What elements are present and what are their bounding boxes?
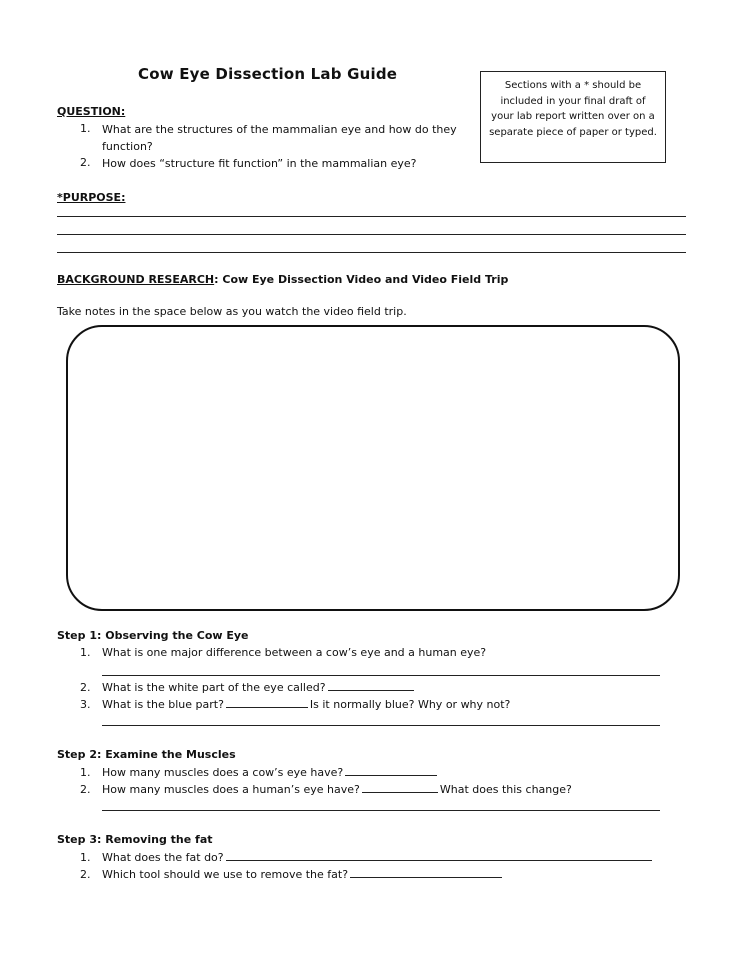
instruction-note-text: Sections with a * should be included in your final draft of your lab report written over on a separate piece of paper or typed. [489, 80, 657, 138]
purpose-answer-line[interactable] [57, 234, 686, 235]
question-number: 1. [80, 851, 91, 864]
question-text: How does “structure fit function” in the mammalian eye? [102, 157, 417, 170]
step1-answer-line-1[interactable] [102, 675, 660, 676]
step2-heading: Step 2: Examine the Muscles [57, 748, 236, 761]
step1-question-1 [80, 645, 486, 660]
step2-question-1 [80, 764, 439, 780]
background-subheading: : Cow Eye Dissection Video and Video Field Trip [214, 273, 509, 286]
notes-box[interactable] [66, 325, 680, 611]
question-number: 2. [80, 156, 91, 169]
question-number: 2. [80, 868, 91, 881]
question-text: What does the fat do? [102, 851, 224, 864]
step1-question-3 [80, 696, 510, 712]
question-text: What are the structures of the mammalian eye and how do they function? [102, 123, 457, 153]
step1-question-2 [80, 679, 416, 695]
question-item [80, 155, 480, 172]
step3-question-1 [80, 849, 654, 865]
question-list [80, 121, 480, 172]
question-text: Which tool should we use to remove the fat? [102, 868, 349, 881]
purpose-answer-line[interactable] [57, 252, 686, 253]
step3-heading: Step 3: Removing the fat [57, 833, 213, 846]
instruction-note-box [480, 71, 666, 163]
step1-answer-line-3[interactable] [102, 725, 660, 726]
question-text: What does this change? [439, 783, 572, 796]
background-heading-line [57, 272, 508, 287]
question-text: What is one major difference between a cow’s eye and a human eye? [102, 646, 487, 659]
step2-answer-blank-2[interactable] [362, 781, 438, 793]
question-text: What is the blue part? [102, 698, 224, 711]
question-number: 1. [80, 122, 91, 135]
question-number: 1. [80, 766, 91, 779]
step2-answer-line-2[interactable] [102, 810, 660, 811]
question-number: 2. [80, 783, 91, 796]
question-number: 2. [80, 681, 91, 694]
background-instruction: Take notes in the space below as you watch the video field trip. [57, 305, 407, 318]
question-heading: QUESTION: [57, 105, 126, 118]
question-text: Is it normally blue? Why or why not? [309, 698, 511, 711]
question-text: How many muscles does a human’s eye have? [102, 783, 360, 796]
purpose-answer-line[interactable] [57, 216, 686, 217]
question-number: 3. [80, 698, 91, 711]
step2-answer-blank-1[interactable] [345, 764, 437, 776]
question-item [80, 121, 480, 155]
page-title: Cow Eye Dissection Lab Guide [138, 65, 398, 83]
step1-answer-blank-3[interactable] [226, 696, 308, 708]
question-number: 1. [80, 646, 91, 659]
purpose-heading: *PURPOSE: [57, 191, 126, 204]
background-heading: BACKGROUND RESEARCH [57, 273, 215, 286]
question-text: How many muscles does a cow’s eye have? [102, 766, 344, 779]
step3-answer-blank-1[interactable] [226, 849, 652, 861]
step3-answer-blank-2[interactable] [350, 866, 502, 878]
step3-question-2 [80, 866, 504, 882]
step1-heading: Step 1: Observing the Cow Eye [57, 629, 249, 642]
step2-question-2 [80, 781, 572, 797]
question-text: What is the white part of the eye called? [102, 681, 326, 694]
step1-answer-blank-2[interactable] [328, 679, 414, 691]
